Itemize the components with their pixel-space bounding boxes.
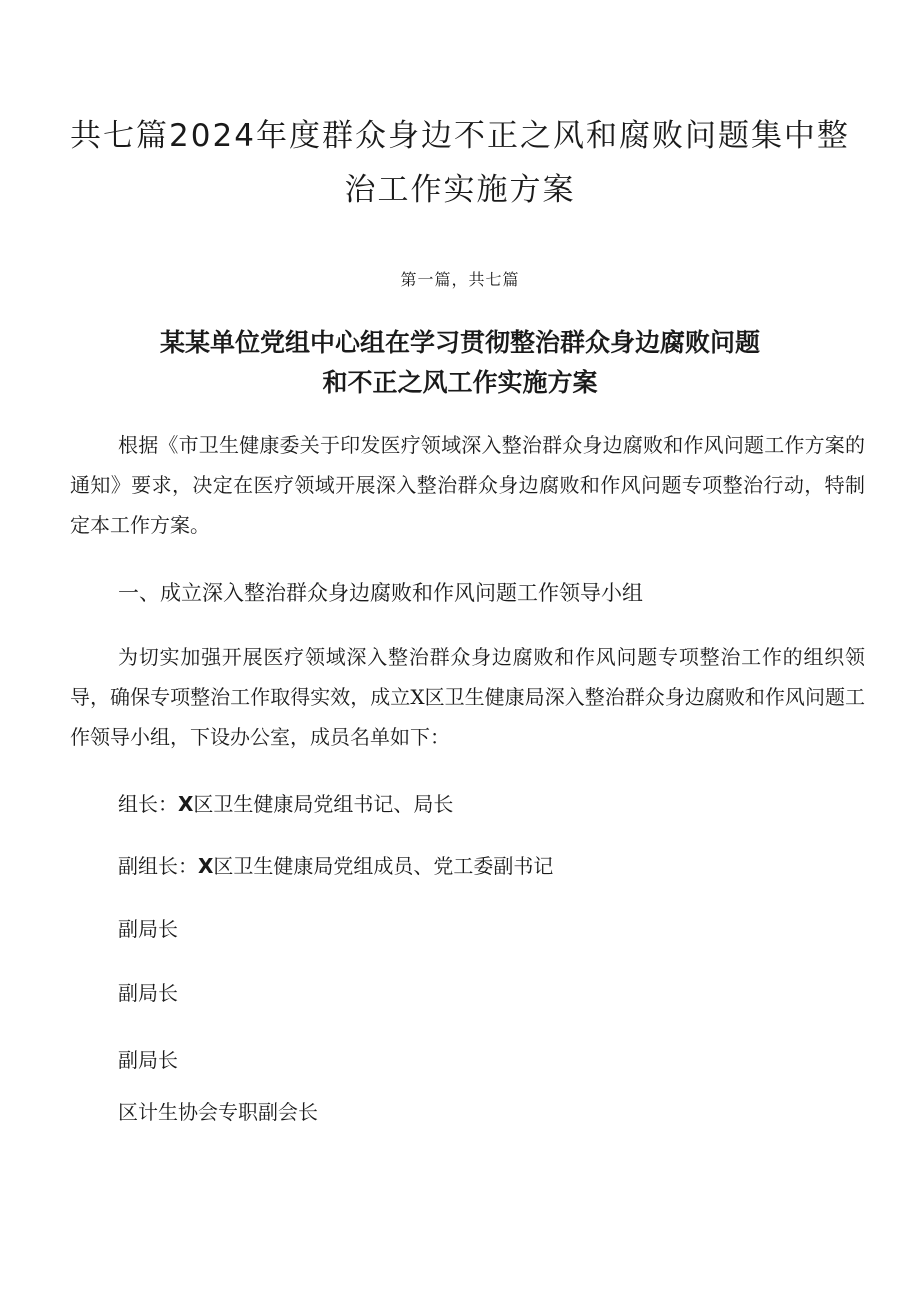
deputy-leader-line [118,849,553,883]
intro-paragraph: 根据《市卫生健康委关于印发医疗领域深入整治群众身边腐败和作风问题工作方案的通知》要求，决定在医疗领域开展深入整治群众身边腐败和作风问题专项整治行动，特制定本工作方案。 [70,433,865,537]
document-title-line-2: 和不正之风工作实施方案 [322,368,598,397]
deputy-label: 副组长： [118,854,198,878]
member-item: 副局长 [118,1048,178,1072]
leader-x: X [178,792,194,816]
subtitle: 第一篇，共七篇 [400,270,520,289]
deputy-role: 区卫生健康局党组成员、党工委副书记 [213,854,554,878]
document-title [100,323,820,403]
document-title-line-1: 某某单位党组中心组在学习贯彻整治群众身边腐败问题 [159,328,760,357]
leader-label: 组长： [118,792,178,816]
member-item: 区计生协会专职副会长 [118,1100,318,1124]
main-title: 共七篇2024年度群众身边不正之风和腐败问题集中整治工作实施方案 [70,117,850,208]
section-1-heading: 一、成立深入整治群众身边腐败和作风问题工作领导小组 [118,581,643,605]
member-item: 副局长 [118,981,178,1005]
leader-role: 区卫生健康局党组书记、局长 [193,792,454,816]
section-1-paragraph: 为切实加强开展医疗领域深入整治群众身边腐败和作风问题专项整治工作的组织领导，确保专项整治工作取得实效，成立X区卫生健康局深入整治群众身边腐败和作风问题工作领导小组，下设办公室，成员名单如下： [70,645,865,749]
deputy-x: X [198,854,214,878]
member-item: 副局长 [118,917,178,941]
leader-line [118,787,453,821]
